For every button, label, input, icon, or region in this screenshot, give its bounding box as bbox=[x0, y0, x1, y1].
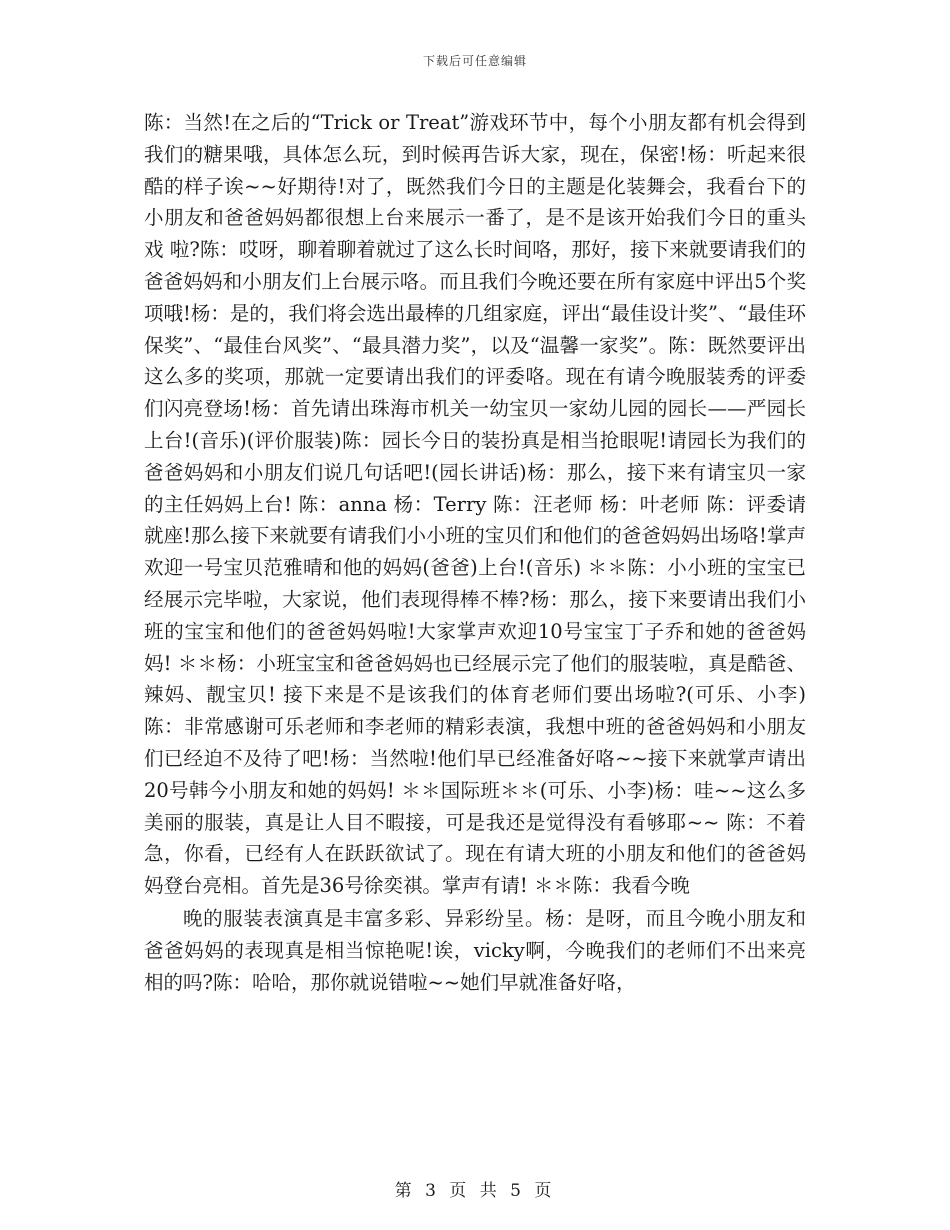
page-number: 第 3 页 共 5 页 bbox=[394, 1181, 556, 1201]
body-paragraph-2: 晚的服装表演真是丰富多彩、异彩纷呈。杨：是呀，而且今晚小朋友和爸爸妈妈的表现真是相当惊艳呢!诶，vicky啊，今晚我们的老师们不出来亮相的吗?陈：哈哈，那你就说错啦~~她们早就准备好咯， bbox=[144, 906, 806, 994]
body-paragraph-1: 陈：当然!在之后的“Trick or Treat”游戏环节中，每个小朋友都有机会得到我们的糖果哦，具体怎么玩，到时候再告诉大家，现在，保密!杨：听起来很酷的样子诶~~好期待!对了，既然我们今日的主题是化装舞会，我看台下的小朋友和爸爸妈妈都很想上台来展示一番了，是不是该开始我们今日的重头戏 啦?陈：哎呀，聊着聊着就过了这么长时间咯，那好，接下来就要请我们的爸爸妈妈和小朋友们上台展示咯。而且我们今晚还要在所有家庭中评出5个奖项哦!杨：是的，我们将会选出最棒的几组家庭，评出“最佳设计奖”、“最佳环保奖”、“最佳台风奖”、“最具潜力奖”，以及“温馨一家奖”。陈：既然要评出这么多的奖项，那就一定要请出我们的评委咯。现在有请今晚服装秀的评委们闪亮登场!杨：首先请出珠海市机关一幼宝贝一家幼儿园的园长——严园长上台!(音乐)(评价服装)陈：园长今日的装扮真是相当抢眼呢!请园长为我们的爸爸妈妈和小朋友们说几句话吧!(园长讲话)杨：那么，接下来有请宝贝一家的主任妈妈上台! 陈：anna 杨：Terry 陈：汪老师 杨：叶老师 陈：评委请就座!那么接下来就要有请我们小小班的宝贝们和他们的爸爸妈妈出场咯!掌声欢迎一号宝贝范雅晴和他的妈妈(爸爸)上台!(音乐) ＊＊陈：小小班的宝宝已经展示完毕啦，大家说，他们表现得棒不棒?杨：那么，接下来要请出我们小班的宝宝和他们的爸爸妈妈啦!大家掌声欢迎10号宝宝丁子乔和她的爸爸妈妈! ＊＊杨：小班宝宝和爸爸妈妈也已经展示完了他们的服装啦，真是酷爸、辣妈、靓宝贝! 接下来是不是该我们的体育老师们要出场啦?(可乐、小李)陈：非常感谢可乐老师和李老师的精彩表演，我想中班的爸爸妈妈和小朋友们已经迫不及待了吧!杨：当然啦!他们早已经准备好咯~~接下来就掌声请出20号韩今小朋友和她的妈妈! ＊＊国际班＊＊(可乐、小李)杨：哇~~这么多美丽的服装，真是让人目不暇接，可是我还是觉得没有看够耶~~ 陈：不着急，你看，已经有人在跃跃欲试了。现在有请大班的小朋友和他们的爸爸妈妈登台亮相。首先是36号徐奕祺。掌声有请! ＊＊陈：我看今晚 bbox=[144, 111, 806, 898]
document-body bbox=[144, 107, 806, 998]
page-header: 下载后可任意编辑 bbox=[422, 54, 527, 68]
